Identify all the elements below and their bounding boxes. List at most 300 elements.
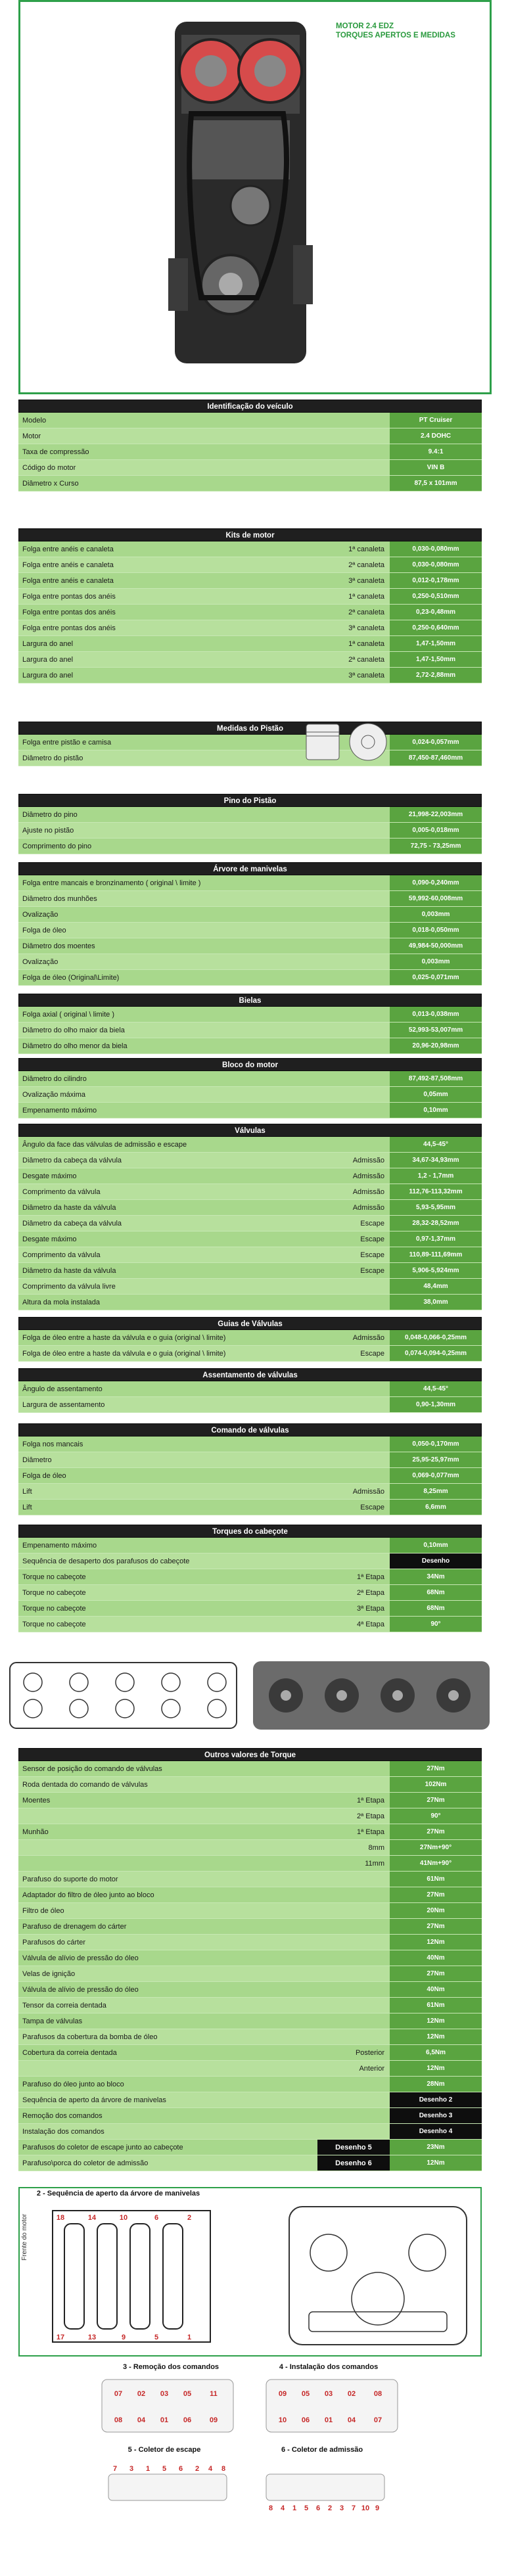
table-row: [18, 1761, 482, 1777]
bolt-number: 6: [154, 2214, 159, 2222]
row-label: Diâmetro do olho maior da biela: [22, 1026, 125, 1034]
diagram-2-side-label: Frente do motor: [21, 2213, 28, 2261]
bolt-number: 03: [324, 2390, 333, 2398]
section-valvulas: [18, 1124, 482, 1310]
row-label: Sequência de aperto da árvore de manivelas: [22, 2096, 166, 2104]
section-rows: [18, 413, 482, 492]
table-row: [18, 1553, 482, 1569]
table-row: [18, 428, 482, 444]
section-rows: [18, 735, 482, 766]
row-label: Altura da mola instalada: [22, 1299, 101, 1306]
row-label: Torque no cabeçote: [22, 1605, 86, 1613]
row-label: Torque no cabeçote: [22, 1589, 86, 1597]
row-value: 87,492-87,508mm: [390, 1071, 482, 1086]
bolt-number: 18: [56, 2214, 65, 2222]
row-condition: Admissão: [352, 1334, 384, 1342]
bolt-number: 02: [347, 2390, 356, 2398]
diagram-2-frame: [18, 2187, 482, 2357]
row-condition: [317, 2013, 390, 2029]
row-label: Ovalização: [22, 911, 58, 919]
crank-bearing-diagram: [46, 2204, 217, 2349]
row-condition: 2ª Etapa: [357, 1589, 384, 1597]
row-label: Ajuste no pistão: [22, 827, 74, 835]
row-value: Desenho: [390, 1553, 482, 1569]
row-value: Desenho 4: [390, 2124, 482, 2139]
row-value: 27Nm: [390, 1824, 482, 1839]
row-value: 27Nm: [390, 1793, 482, 1808]
row-condition: Admissão: [352, 1488, 384, 1496]
section-assentamento: [18, 1368, 482, 1413]
row-value: 28Nm: [390, 2077, 482, 2092]
row-value: 41Nm+90°: [390, 1856, 482, 1871]
table-row: [18, 1263, 482, 1279]
row-label: Taxa de compressão: [22, 448, 89, 456]
row-value: 0,069-0,077mm: [390, 1468, 482, 1483]
row-condition: 1ª canaleta: [348, 640, 384, 648]
row-label: Diâmetro dos munhões: [22, 895, 97, 903]
table-row: [18, 2140, 482, 2155]
row-value: 0,250-0,510mm: [390, 589, 482, 604]
row-condition: 2ª canaleta: [348, 561, 384, 569]
table-row: [18, 589, 482, 605]
row-value: 25,95-25,97mm: [390, 1452, 482, 1467]
row-label: Folga axial ( original \ limite ): [22, 1011, 114, 1019]
row-spacer: [317, 460, 390, 475]
table-row: [18, 875, 482, 891]
row-value: 6,5Nm: [390, 2045, 482, 2060]
row-label: Diâmetro dos moentes: [22, 942, 95, 950]
row-value: 34Nm: [390, 1569, 482, 1584]
row-label: Largura do anel: [22, 640, 74, 648]
row-value: 0,90-1,30mm: [390, 1397, 482, 1412]
table-row: [18, 1538, 482, 1553]
bolt-number: 7: [112, 2465, 118, 2473]
bolt-number: 8: [268, 2504, 273, 2512]
bolt-number: 5: [304, 2504, 309, 2512]
row-value: 68Nm: [390, 1585, 482, 1600]
row-label: Comprimento da válvula: [22, 1188, 101, 1196]
row-label: Moentes: [22, 1797, 51, 1805]
table-row: [18, 557, 482, 573]
section-title: Pino do Pistão: [18, 794, 482, 807]
table-row: [18, 1184, 482, 1200]
row-condition: 2ª Etapa: [357, 1812, 384, 1820]
table-row: [18, 1023, 482, 1038]
row-condition: 1ª Etapa: [357, 1797, 384, 1805]
table-row: [18, 1824, 482, 1840]
row-label: Ovalização máxima: [22, 1091, 85, 1099]
row-label: Ângulo da face das válvulas de admissão e escape: [22, 1141, 187, 1149]
table-row: [18, 541, 482, 557]
bolt-number: 4: [280, 2504, 285, 2512]
section-rows: [18, 1538, 482, 1632]
row-condition: [317, 1437, 390, 1452]
row-label: Sequência de desaperto dos parafusos do cabeçote: [22, 1557, 190, 1565]
row-condition: [317, 2124, 390, 2139]
bolt-number: 7: [351, 2504, 356, 2512]
row-label: Diâmetro da haste da válvula: [22, 1267, 116, 1275]
row-condition: [317, 1935, 390, 1950]
section-title: Assentamento de válvulas: [18, 1368, 482, 1381]
row-condition: Desenho 6: [317, 2155, 390, 2171]
row-value: 0,23-0,48mm: [390, 605, 482, 620]
row-condition: [317, 1777, 390, 1792]
table-row: [18, 891, 482, 907]
bolt-number: 05: [301, 2390, 310, 2398]
row-condition: 2ª canaleta: [348, 656, 384, 664]
bolt-number: 09: [278, 2390, 287, 2398]
bolt-number: 1: [145, 2465, 151, 2473]
diagram-2-title: 2 - Sequência de aperto da árvore de manivelas: [36, 2190, 200, 2197]
table-row: [18, 1793, 482, 1808]
section-manivelas: [18, 862, 482, 986]
row-label: Munhão: [22, 1828, 49, 1836]
row-label: Adaptador do filtro de óleo junto ao bloco: [22, 1891, 154, 1899]
row-spacer: [317, 907, 390, 922]
table-row: [18, 1484, 482, 1500]
row-label: Largura de assentamento: [22, 1401, 105, 1409]
table-row: [18, 1397, 482, 1413]
row-value: PT Cruiser: [390, 413, 482, 428]
row-condition: [317, 1538, 390, 1553]
row-label: Torque no cabeçote: [22, 1573, 86, 1581]
row-value: 12Nm: [390, 1935, 482, 1950]
table-row: [18, 1919, 482, 1935]
table-row: [18, 1071, 482, 1087]
table-row: [18, 923, 482, 938]
row-spacer: [317, 1071, 390, 1086]
table-row: [18, 605, 482, 620]
row-value: 87,450-87,460mm: [390, 750, 482, 766]
row-value: 5,906-5,924mm: [390, 1263, 482, 1278]
row-value: 0,030-0,080mm: [390, 541, 482, 557]
row-value: 49,984-50,000mm: [390, 938, 482, 954]
row-condition: [317, 1137, 390, 1152]
row-label: Válvula de alívio de pressão do óleo: [22, 1954, 139, 1962]
table-row: [18, 1007, 482, 1023]
table-row: [18, 1137, 482, 1153]
table-row: [18, 1856, 482, 1872]
row-label: Folga entre anéis e canaleta: [22, 561, 114, 569]
bolt-number: 4: [208, 2465, 213, 2473]
row-label: Largura do anel: [22, 656, 74, 664]
row-value: 44,5-45°: [390, 1381, 482, 1396]
bolt-number: 17: [56, 2334, 65, 2341]
row-label: Folga de óleo (Original\Limite): [22, 974, 120, 982]
section-rows: [18, 875, 482, 986]
section-rows: [18, 1071, 482, 1118]
bolt-number: 2: [195, 2465, 200, 2473]
row-value: 0,05mm: [390, 1087, 482, 1102]
row-condition: [317, 1950, 390, 1966]
row-label: Tensor da correia dentada: [22, 2002, 106, 2010]
row-spacer: [317, 954, 390, 969]
row-label: Diâmetro x Curso: [22, 480, 79, 488]
bolt-number: 09: [209, 2416, 218, 2424]
table-row: [18, 1569, 482, 1585]
section-rows: [18, 1381, 482, 1413]
bolt-number: 06: [183, 2416, 192, 2424]
row-condition: Admissão: [352, 1157, 384, 1164]
row-spacer: [317, 875, 390, 890]
row-value: 27Nm+90°: [390, 1840, 482, 1855]
row-value: Desenho 3: [390, 2108, 482, 2123]
table-row: [18, 460, 482, 476]
row-condition: Posterior: [355, 2049, 384, 2057]
row-value: 0,10mm: [390, 1103, 482, 1118]
section-rows: [18, 807, 482, 854]
section-title: Comando de válvulas: [18, 1423, 482, 1437]
table-row: [18, 1777, 482, 1793]
row-value: 87,5 x 101mm: [390, 476, 482, 491]
table-row: [18, 1617, 482, 1632]
hero-title-line2: TORQUES APERTOS E MEDIDAS: [336, 32, 455, 39]
section-rows: [18, 1761, 482, 2171]
section-title: Kits de motor: [18, 528, 482, 541]
bolt-number: 03: [160, 2390, 169, 2398]
table-row: [18, 1468, 482, 1484]
row-value: 40Nm: [390, 1982, 482, 1997]
row-condition: [317, 1966, 390, 1981]
row-value: 68Nm: [390, 1601, 482, 1616]
row-label: [18, 1840, 317, 1855]
row-condition: Escape: [360, 1350, 384, 1358]
row-label: Lift: [22, 1504, 32, 1511]
cam-install-diagram: [263, 2376, 401, 2435]
table-row: [18, 2108, 482, 2124]
row-value: 38,0mm: [390, 1295, 482, 1310]
row-condition: 3ª Etapa: [357, 1605, 384, 1613]
row-label: Desgate máximo: [22, 1172, 77, 1180]
table-row: [18, 1840, 482, 1856]
row-value: 0,003mm: [390, 954, 482, 969]
table-row: [18, 2077, 482, 2092]
row-label: Diâmetro do olho menor da biela: [22, 1042, 128, 1050]
table-row: [18, 573, 482, 589]
engine-illustration: [152, 9, 329, 377]
row-label: Largura do anel: [22, 672, 74, 679]
bolt-number: 10: [278, 2416, 287, 2424]
hero-title: [336, 22, 487, 40]
intake-manifold-diagram: [256, 2458, 394, 2517]
section-title: Árvore de manivelas: [18, 862, 482, 875]
table-row: [18, 1295, 482, 1310]
row-value: 0,048-0,066-0,25mm: [390, 1330, 482, 1345]
row-condition: [317, 2077, 390, 2092]
diagram-5-title: 5 - Coletor de escape: [128, 2446, 201, 2454]
row-label: Diâmetro do pistão: [22, 754, 83, 762]
table-row: [18, 1346, 482, 1362]
table-row: [18, 636, 482, 652]
table-row: [18, 970, 482, 986]
row-label: Comprimento da válvula: [22, 1251, 101, 1259]
table-row: [18, 2013, 482, 2029]
bolt-number: 1: [187, 2334, 192, 2341]
section-rows: [18, 1137, 482, 1310]
head-bolt-diagram: [7, 1656, 243, 1735]
block-illustration: [283, 2200, 473, 2351]
table-row: [18, 839, 482, 854]
row-value: 102Nm: [390, 1777, 482, 1792]
row-label: Folga entre mancais e bronzinamento ( original \ limite ): [22, 879, 201, 887]
row-condition: 1ª Etapa: [357, 1573, 384, 1581]
bolt-number: 10: [361, 2504, 370, 2512]
table-row: [18, 1279, 482, 1295]
bolt-number: 08: [373, 2390, 382, 2398]
row-label: Instalação dos comandos: [22, 2128, 104, 2136]
cam-removal-diagram: [99, 2376, 237, 2435]
section-rows: [18, 1437, 482, 1515]
row-value: 52,993-53,007mm: [390, 1023, 482, 1038]
row-condition: [317, 1982, 390, 1997]
section-title: Torques do cabeçote: [18, 1525, 482, 1538]
row-label: Folga entre pontas dos anéis: [22, 593, 116, 601]
row-label: Parafuso do óleo junto ao bloco: [22, 2081, 124, 2088]
row-value: 12Nm: [390, 2155, 482, 2171]
row-condition: [317, 2029, 390, 2044]
table-row: [18, 1950, 482, 1966]
row-condition: Escape: [360, 1235, 384, 1243]
row-value: 27Nm: [390, 1966, 482, 1981]
table-row: [18, 1998, 482, 2013]
row-condition: 8mm: [368, 1844, 384, 1852]
table-row: [18, 2124, 482, 2140]
row-label: Ângulo de assentamento: [22, 1385, 103, 1393]
row-label: Folga entre anéis e canaleta: [22, 545, 114, 553]
row-condition: [317, 1872, 390, 1887]
row-label: Folga de óleo: [22, 1472, 66, 1480]
table-row: [18, 2061, 482, 2077]
section-title: Identificação do veículo: [18, 400, 482, 413]
head-photo: [250, 1656, 493, 1735]
row-value: 12Nm: [390, 2061, 482, 2076]
row-condition: Admissão: [352, 1172, 384, 1180]
row-spacer: [317, 938, 390, 954]
row-value: Desenho 2: [390, 2092, 482, 2107]
row-condition: Desenho 5: [317, 2140, 390, 2155]
bolt-number: 3: [129, 2465, 134, 2473]
bolt-number: 1: [292, 2504, 297, 2512]
row-label: Comprimento do pino: [22, 842, 92, 850]
section-bielas: [18, 994, 482, 1054]
section-title: Outros valores de Torque: [18, 1748, 482, 1761]
row-label: Desgate máximo: [22, 1235, 77, 1243]
row-label: Comprimento da válvula livre: [22, 1283, 116, 1291]
bolt-number: 08: [114, 2416, 123, 2424]
diagram-6-title: 6 - Coletor de admissão: [281, 2446, 363, 2454]
row-value: 34,67-34,93mm: [390, 1153, 482, 1168]
section-kits: [18, 528, 482, 683]
row-condition: [317, 1761, 390, 1776]
row-value: VIN B: [390, 460, 482, 475]
row-label: Motor: [22, 432, 41, 440]
row-label: Modelo: [22, 417, 47, 425]
diagram-4-title: 4 - Instalação dos comandos: [279, 2363, 379, 2371]
row-condition: [317, 1279, 390, 1294]
table-row: [18, 1087, 482, 1103]
bolt-number: 01: [324, 2416, 333, 2424]
row-condition: Escape: [360, 1504, 384, 1511]
table-row: [18, 1247, 482, 1263]
bolt-number: 14: [87, 2214, 97, 2222]
row-label: Parafuso\porca do coletor de admissão: [22, 2159, 149, 2167]
row-condition: Admissão: [352, 1188, 384, 1196]
bolt-number: 10: [119, 2214, 128, 2222]
row-condition: [317, 1903, 390, 1918]
table-row: [18, 444, 482, 460]
bolt-number: 9: [375, 2504, 380, 2512]
row-value: 6,6mm: [390, 1500, 482, 1515]
row-spacer: [317, 970, 390, 985]
section-rows: [18, 541, 482, 683]
section-pino: [18, 794, 482, 854]
row-label: [18, 2061, 317, 2076]
row-condition: [317, 1295, 390, 1310]
table-row: [18, 1601, 482, 1617]
row-value: 61Nm: [390, 1872, 482, 1887]
row-value: 1,2 - 1,7mm: [390, 1168, 482, 1184]
table-row: [18, 1168, 482, 1184]
row-condition: [317, 1468, 390, 1483]
row-spacer: [317, 1103, 390, 1118]
row-condition: 2ª canaleta: [348, 609, 384, 616]
bolt-number: 04: [347, 2416, 356, 2424]
table-row: [18, 1216, 482, 1231]
section-title: Válvulas: [18, 1124, 482, 1137]
row-label: Folga de óleo entre a haste da válvula e o guia (original \ limite): [22, 1334, 226, 1342]
row-condition: [317, 2108, 390, 2123]
row-condition: Escape: [360, 1220, 384, 1228]
row-value: 0,10mm: [390, 1538, 482, 1553]
row-label: Ovalização: [22, 958, 58, 966]
row-value: 40Nm: [390, 1950, 482, 1966]
row-value: 2,72-2,88mm: [390, 668, 482, 683]
row-label: Diâmetro do cilindro: [22, 1075, 87, 1083]
table-row: [18, 1966, 482, 1982]
row-condition: Escape: [360, 1251, 384, 1259]
row-condition: 3ª canaleta: [348, 624, 384, 632]
row-spacer: [317, 476, 390, 491]
row-label: Empenamento máximo: [22, 1107, 97, 1115]
row-value: 59,992-60,008mm: [390, 891, 482, 906]
section-bloco: [18, 1058, 482, 1118]
row-value: 0,013-0,038mm: [390, 1007, 482, 1022]
row-value: 110,89-111,69mm: [390, 1247, 482, 1262]
bolt-number: 9: [121, 2334, 126, 2341]
row-value: 23Nm: [390, 2140, 482, 2155]
row-value: 0,250-0,640mm: [390, 620, 482, 635]
row-value: 28,32-28,52mm: [390, 1216, 482, 1231]
row-label: Lift: [22, 1488, 32, 1496]
row-spacer: [317, 444, 390, 459]
row-label: Diâmetro: [22, 1456, 52, 1464]
bolt-number: 05: [183, 2390, 192, 2398]
table-row: [18, 1330, 482, 1346]
row-condition: [317, 1998, 390, 2013]
table-row: [18, 413, 482, 428]
row-condition: Escape: [360, 1267, 384, 1275]
row-value: 0,003mm: [390, 907, 482, 922]
section-cabecote: [18, 1525, 482, 1632]
row-value: 20,96-20,98mm: [390, 1038, 482, 1053]
table-row: [18, 1872, 482, 1887]
row-value: 48,4mm: [390, 1279, 482, 1294]
row-label: [18, 1856, 317, 1871]
table-row: [18, 1231, 482, 1247]
table-row: [18, 1437, 482, 1452]
row-label: Parafusos da cobertura da bomba de óleo: [22, 2033, 158, 2041]
row-value: 1,47-1,50mm: [390, 636, 482, 651]
